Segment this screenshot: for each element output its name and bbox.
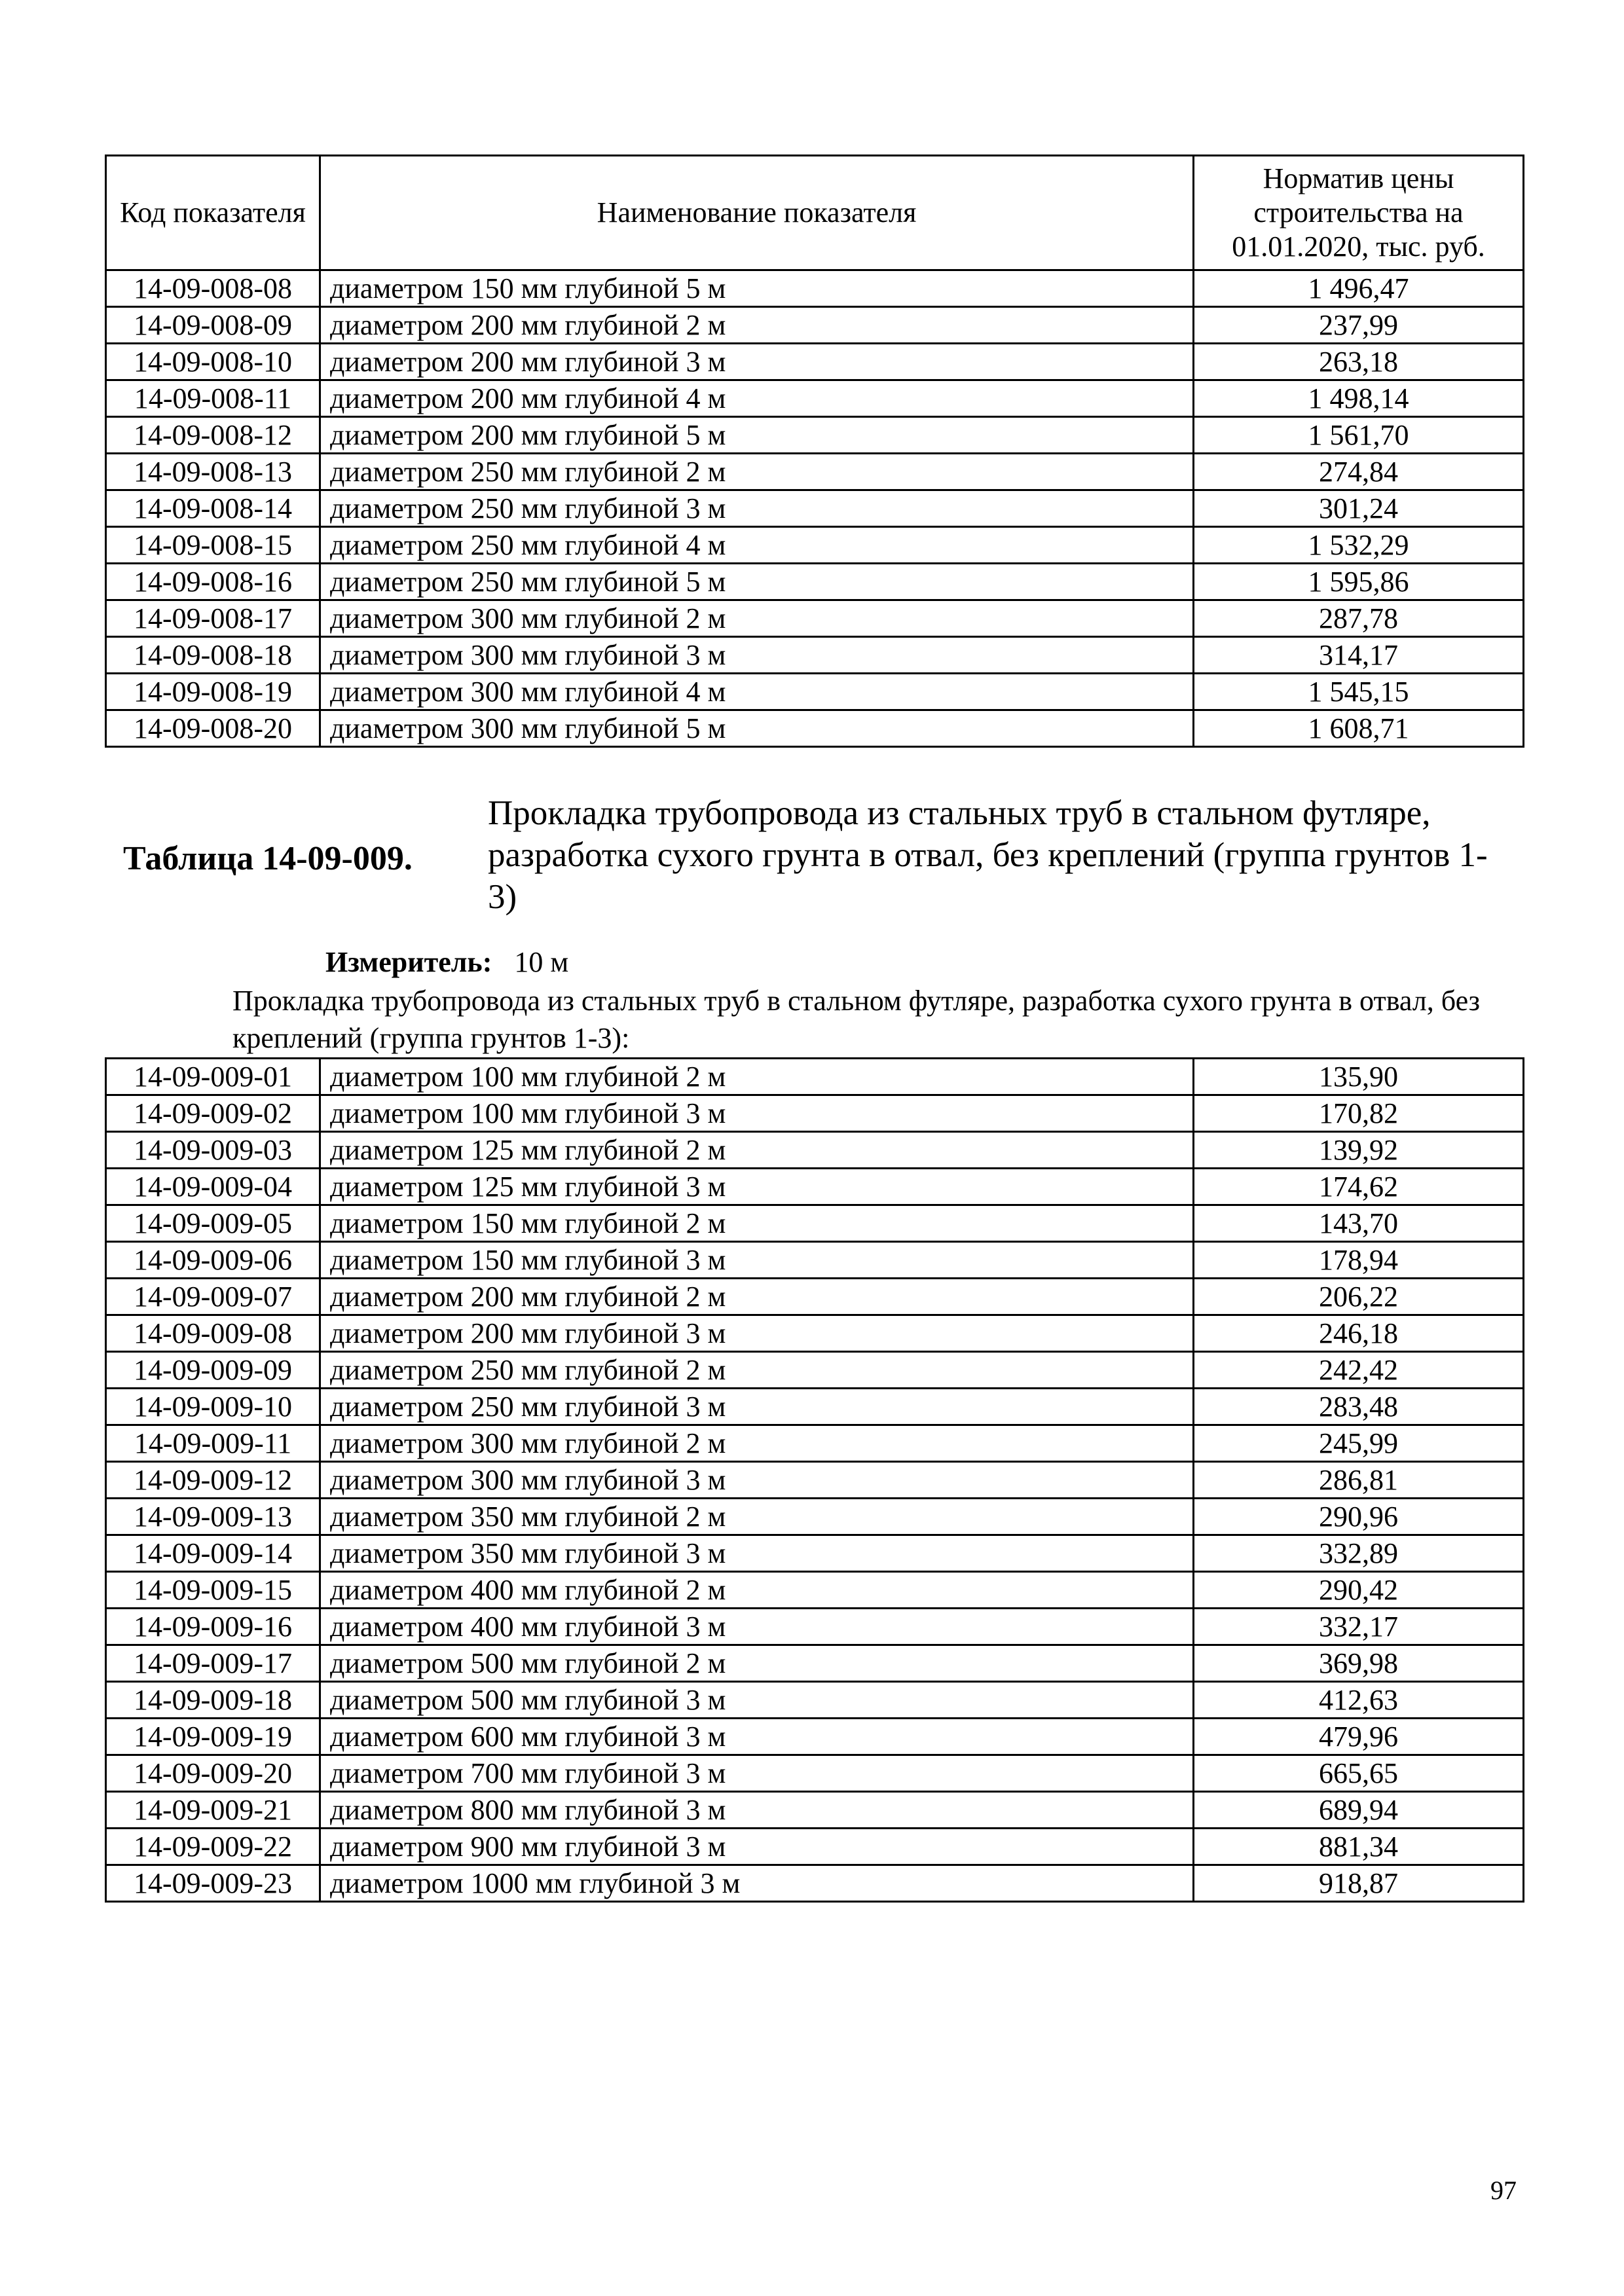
price-cell: 665,65 <box>1194 1755 1524 1792</box>
table-row <box>106 270 1524 307</box>
name-cell: диаметром 300 мм глубиной 5 м <box>320 710 1194 747</box>
table-row <box>106 1279 1524 1315</box>
table-row <box>106 1829 1524 1865</box>
table-row <box>106 674 1524 710</box>
code-cell: 14-09-008-11 <box>106 380 320 417</box>
price-cell: 246,18 <box>1194 1315 1524 1352</box>
price-cell: 412,63 <box>1194 1682 1524 1719</box>
table-row <box>106 1682 1524 1719</box>
code-cell: 14-09-009-01 <box>106 1059 320 1095</box>
name-cell: диаметром 250 мм глубиной 3 м <box>320 490 1194 527</box>
price-cell: 332,17 <box>1194 1609 1524 1645</box>
table-row <box>106 454 1524 490</box>
table-row <box>106 380 1524 417</box>
name-cell: диаметром 250 мм глубиной 5 м <box>320 564 1194 600</box>
price-cell: 1 608,71 <box>1194 710 1524 747</box>
price-cell: 1 496,47 <box>1194 270 1524 307</box>
code-cell: 14-09-009-03 <box>106 1132 320 1169</box>
name-cell: диаметром 600 мм глубиной 3 м <box>320 1719 1194 1755</box>
name-cell: диаметром 300 мм глубиной 2 м <box>320 600 1194 637</box>
code-cell: 14-09-009-05 <box>106 1205 320 1242</box>
code-cell: 14-09-009-20 <box>106 1755 320 1792</box>
name-cell: диаметром 300 мм глубиной 3 м <box>320 1462 1194 1499</box>
name-cell: диаметром 250 мм глубиной 2 м <box>320 1352 1194 1389</box>
name-cell: диаметром 500 мм глубиной 2 м <box>320 1645 1194 1682</box>
price-cell: 206,22 <box>1194 1279 1524 1315</box>
unit-label: Измеритель: <box>325 946 492 978</box>
name-cell: диаметром 350 мм глубиной 3 м <box>320 1535 1194 1572</box>
code-cell: 14-09-009-12 <box>106 1462 320 1499</box>
table-body <box>106 270 1524 747</box>
price-cell: 1 561,70 <box>1194 417 1524 454</box>
code-cell: 14-09-008-19 <box>106 674 320 710</box>
price-cell: 245,99 <box>1194 1425 1524 1462</box>
code-cell: 14-09-008-08 <box>106 270 320 307</box>
price-cell: 1 545,15 <box>1194 674 1524 710</box>
table-row <box>106 527 1524 564</box>
price-cell: 918,87 <box>1194 1865 1524 1902</box>
name-cell: диаметром 200 мм глубиной 2 м <box>320 1279 1194 1315</box>
table-body <box>106 1059 1524 1902</box>
code-cell: 14-09-009-06 <box>106 1242 320 1279</box>
code-cell: 14-09-009-08 <box>106 1315 320 1352</box>
table-row <box>106 1095 1524 1132</box>
name-cell: диаметром 200 мм глубиной 3 м <box>320 344 1194 380</box>
table-row <box>106 1609 1524 1645</box>
page-number: 97 <box>1490 2176 1517 2205</box>
code-cell: 14-09-009-15 <box>106 1572 320 1609</box>
price-cell: 301,24 <box>1194 490 1524 527</box>
price-cell: 479,96 <box>1194 1719 1524 1755</box>
code-cell: 14-09-009-14 <box>106 1535 320 1572</box>
name-cell: диаметром 150 мм глубиной 5 м <box>320 270 1194 307</box>
table-14-09-008-continuation <box>105 155 1524 748</box>
name-cell: диаметром 100 мм глубиной 2 м <box>320 1059 1194 1095</box>
table-row <box>106 1205 1524 1242</box>
code-cell: 14-09-009-11 <box>106 1425 320 1462</box>
code-cell: 14-09-009-04 <box>106 1169 320 1205</box>
price-cell: 369,98 <box>1194 1645 1524 1682</box>
price-cell: 290,42 <box>1194 1572 1524 1609</box>
name-cell: диаметром 400 мм глубиной 2 м <box>320 1572 1194 1609</box>
name-cell: диаметром 300 мм глубиной 4 м <box>320 674 1194 710</box>
code-cell: 14-09-009-09 <box>106 1352 320 1389</box>
code-cell: 14-09-009-23 <box>106 1865 320 1902</box>
price-cell: 290,96 <box>1194 1499 1524 1535</box>
table-row <box>106 1059 1524 1095</box>
price-cell: 287,78 <box>1194 600 1524 637</box>
price-cell: 881,34 <box>1194 1829 1524 1865</box>
code-cell: 14-09-008-13 <box>106 454 320 490</box>
price-cell: 274,84 <box>1194 454 1524 490</box>
name-cell: диаметром 350 мм глубиной 2 м <box>320 1499 1194 1535</box>
code-cell: 14-09-009-22 <box>106 1829 320 1865</box>
price-cell: 178,94 <box>1194 1242 1524 1279</box>
table-row <box>106 344 1524 380</box>
code-cell: 14-09-009-18 <box>106 1682 320 1719</box>
code-cell: 14-09-009-10 <box>106 1389 320 1425</box>
name-cell: диаметром 300 мм глубиной 2 м <box>320 1425 1194 1462</box>
code-cell: 14-09-009-13 <box>106 1499 320 1535</box>
code-cell: 14-09-008-18 <box>106 637 320 674</box>
price-cell: 143,70 <box>1194 1205 1524 1242</box>
code-cell: 14-09-008-09 <box>106 307 320 344</box>
code-cell: 14-09-009-19 <box>106 1719 320 1755</box>
table-row <box>106 1462 1524 1499</box>
name-cell: диаметром 125 мм глубиной 3 м <box>320 1169 1194 1205</box>
header-price: Норматив цены строительства на 01.01.2020, тыс. руб. <box>1194 156 1524 270</box>
name-cell: диаметром 125 мм глубиной 2 м <box>320 1132 1194 1169</box>
unit-value: 10 м <box>514 946 569 978</box>
price-cell: 332,89 <box>1194 1535 1524 1572</box>
table-row <box>106 1169 1524 1205</box>
price-cell: 170,82 <box>1194 1095 1524 1132</box>
price-cell: 1 595,86 <box>1194 564 1524 600</box>
price-cell: 314,17 <box>1194 637 1524 674</box>
table-label: Таблица 14-09-009. <box>123 840 413 877</box>
code-cell: 14-09-008-17 <box>106 600 320 637</box>
price-cell: 139,92 <box>1194 1132 1524 1169</box>
table-row <box>106 1792 1524 1829</box>
table-row <box>106 1535 1524 1572</box>
name-cell: диаметром 700 мм глубиной 3 м <box>320 1755 1194 1792</box>
table-14-09-009 <box>105 1057 1524 1903</box>
price-cell: 263,18 <box>1194 344 1524 380</box>
table-row <box>106 564 1524 600</box>
table-row <box>106 1389 1524 1425</box>
code-cell: 14-09-008-16 <box>106 564 320 600</box>
name-cell: диаметром 200 мм глубиной 5 м <box>320 417 1194 454</box>
name-cell: диаметром 300 мм глубиной 3 м <box>320 637 1194 674</box>
code-cell: 14-09-009-17 <box>106 1645 320 1682</box>
table-row <box>106 1425 1524 1462</box>
code-cell: 14-09-008-14 <box>106 490 320 527</box>
code-cell: 14-09-009-16 <box>106 1609 320 1645</box>
name-cell: диаметром 1000 мм глубиной 3 м <box>320 1865 1194 1902</box>
price-cell: 689,94 <box>1194 1792 1524 1829</box>
name-cell: диаметром 250 мм глубиной 4 м <box>320 527 1194 564</box>
table-row <box>106 1315 1524 1352</box>
name-cell: диаметром 250 мм глубиной 2 м <box>320 454 1194 490</box>
table-row <box>106 637 1524 674</box>
code-cell: 14-09-008-15 <box>106 527 320 564</box>
table-header-row <box>106 156 1524 270</box>
table-row <box>106 1242 1524 1279</box>
code-cell: 14-09-009-07 <box>106 1279 320 1315</box>
table-title: Прокладка трубопровода из стальных труб в стальном футляре, разработка сухого грунта в отвал, без креплений (группа грунтов 1-3) <box>488 794 1488 916</box>
name-cell: диаметром 150 мм глубиной 3 м <box>320 1242 1194 1279</box>
table-row <box>106 1132 1524 1169</box>
name-cell: диаметром 800 мм глубиной 3 м <box>320 1792 1194 1829</box>
price-cell: 242,42 <box>1194 1352 1524 1389</box>
header-code: Код показателя <box>106 156 320 270</box>
unit-line <box>325 945 568 979</box>
price-cell: 135,90 <box>1194 1059 1524 1095</box>
table-row <box>106 1755 1524 1792</box>
price-cell: 1 532,29 <box>1194 527 1524 564</box>
name-cell: диаметром 250 мм глубиной 3 м <box>320 1389 1194 1425</box>
name-cell: диаметром 200 мм глубиной 3 м <box>320 1315 1194 1352</box>
table-row <box>106 490 1524 527</box>
table-row <box>106 417 1524 454</box>
name-cell: диаметром 150 мм глубиной 2 м <box>320 1205 1194 1242</box>
name-cell: диаметром 900 мм глубиной 3 м <box>320 1829 1194 1865</box>
name-cell: диаметром 500 мм глубиной 3 м <box>320 1682 1194 1719</box>
name-cell: диаметром 400 мм глубиной 3 м <box>320 1609 1194 1645</box>
table-row <box>106 600 1524 637</box>
table-row <box>106 1352 1524 1389</box>
code-cell: 14-09-009-02 <box>106 1095 320 1132</box>
code-cell: 14-09-008-20 <box>106 710 320 747</box>
header-name: Наименование показателя <box>320 156 1194 270</box>
name-cell: диаметром 200 мм глубиной 2 м <box>320 307 1194 344</box>
table-row <box>106 1719 1524 1755</box>
name-cell: диаметром 100 мм глубиной 3 м <box>320 1095 1194 1132</box>
price-cell: 286,81 <box>1194 1462 1524 1499</box>
table-row <box>106 1572 1524 1609</box>
code-cell: 14-09-008-12 <box>106 417 320 454</box>
table-row <box>106 1865 1524 1902</box>
table-row <box>106 307 1524 344</box>
table-row <box>106 710 1524 747</box>
table-row <box>106 1499 1524 1535</box>
price-cell: 237,99 <box>1194 307 1524 344</box>
code-cell: 14-09-008-10 <box>106 344 320 380</box>
code-cell: 14-09-009-21 <box>106 1792 320 1829</box>
price-cell: 174,62 <box>1194 1169 1524 1205</box>
table-caption <box>105 792 1522 923</box>
name-cell: диаметром 200 мм глубиной 4 м <box>320 380 1194 417</box>
section-subheading: Прокладка трубопровода из стальных труб в стальном футляре, разработка сухого грунта в отвал, без креплений (группа грунтов 1-3): <box>232 985 1481 1054</box>
table-row <box>106 1645 1524 1682</box>
price-cell: 283,48 <box>1194 1389 1524 1425</box>
price-cell: 1 498,14 <box>1194 380 1524 417</box>
